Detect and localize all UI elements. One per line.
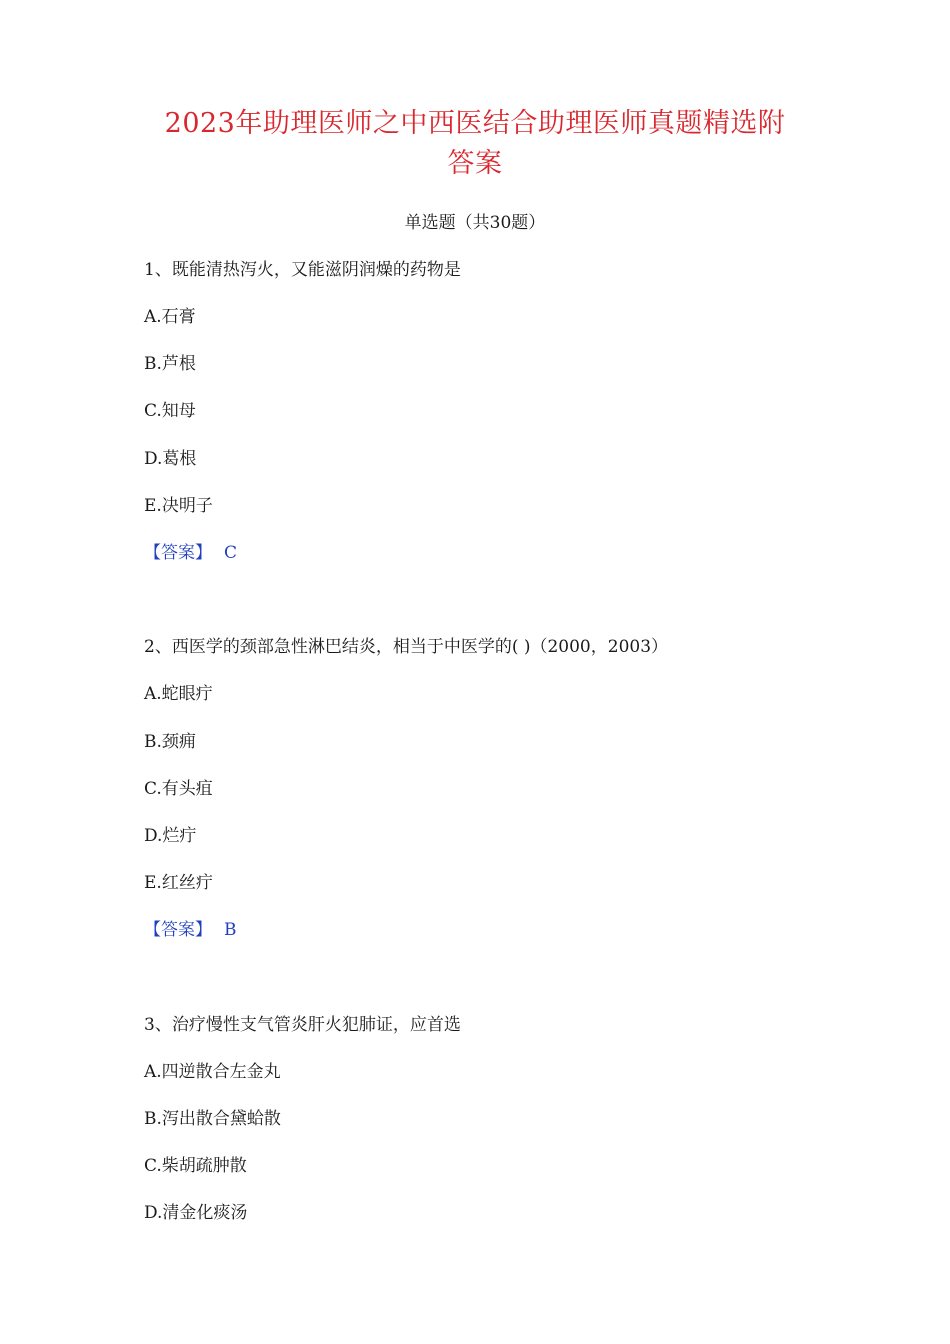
question-1-option-c: C.知母 xyxy=(144,401,196,421)
question-2-answer xyxy=(144,917,237,943)
title-line-2: 答案 xyxy=(447,148,503,179)
question-3-option-d: D.清金化痰汤 xyxy=(144,1203,248,1223)
question-3-stem: 3、治疗慢性支气管炎肝火犯肺证，应首选 xyxy=(144,1015,461,1035)
question-1-stem: 1、既能清热泻火，又能滋阴润燥的药物是 xyxy=(144,260,461,280)
question-3-option-c: C.柴胡疏肿散 xyxy=(144,1156,247,1176)
title-line-1: 2023年助理医师之中西医结合助理医师真题精选附 xyxy=(164,108,786,139)
answer-label: 【答案】 xyxy=(144,543,212,563)
question-1-option-b: B.芦根 xyxy=(144,354,196,374)
question-3-option-a: A.四逆散合左金丸 xyxy=(144,1062,281,1082)
question-2-option-a: A.蛇眼疔 xyxy=(144,684,213,704)
document-title xyxy=(110,104,840,184)
question-2-option-c: C.有头疽 xyxy=(144,779,213,799)
section-heading: 单选题（共30题） xyxy=(404,213,546,233)
answer-label: 【答案】 xyxy=(144,920,212,940)
question-1-answer xyxy=(144,540,237,566)
question-1-option-a: A.石膏 xyxy=(144,307,196,327)
question-1-option-e: E.决明子 xyxy=(144,496,213,516)
answer-value: C xyxy=(224,543,238,563)
question-2-stem: 2、西医学的颈部急性淋巴结炎，相当于中医学的( )（2000，2003） xyxy=(144,637,669,657)
question-3-option-b: B.泻出散合黛蛤散 xyxy=(144,1109,281,1129)
question-2-option-d: D.烂疔 xyxy=(144,826,197,846)
question-2-option-e: E.红丝疔 xyxy=(144,873,213,893)
answer-value: B xyxy=(224,920,237,940)
question-1-option-d: D.葛根 xyxy=(144,449,197,469)
question-2-option-b: B.颈痈 xyxy=(144,732,196,752)
